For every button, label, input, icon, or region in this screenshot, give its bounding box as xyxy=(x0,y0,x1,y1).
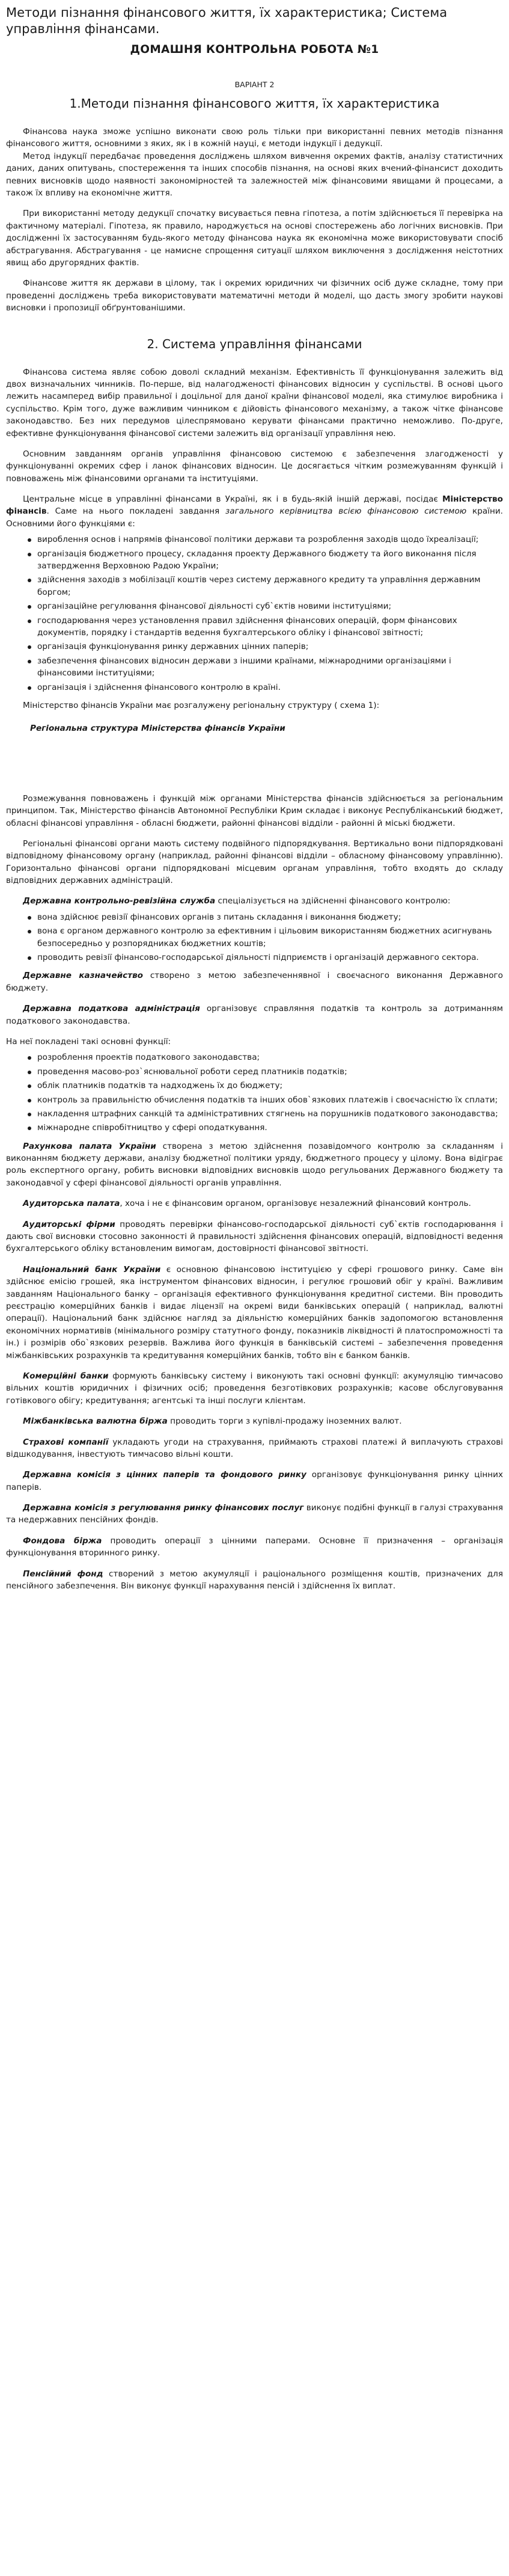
list-item: міжнародне співробітництво у сфері оподаткування. xyxy=(37,1122,503,1134)
bold-italic-term: Міжбанківська валютна біржа xyxy=(23,1416,168,1427)
list-item: проведення масово-роз`яснювальної роботи серед платників податків; xyxy=(37,1066,503,1078)
italic-phrase: загального керівництва всією фінансовою системою xyxy=(225,506,467,517)
audit-paragraph xyxy=(6,1197,503,1210)
list-item: вона є органом державного контролю за ефективним і цільовим використанням бюджетних асигнувань безпосередньо у розпорядниках бюджетних коштів; xyxy=(37,925,503,950)
text-run: спеціалізується на здійсненні фінансового контролю: xyxy=(215,896,451,906)
list-item: розроблення проектів податкового законодавства; xyxy=(37,1051,503,1063)
text-run: виконує подібні функції в галузі страхування та недержавних пенсійних фондів. xyxy=(6,1503,503,1525)
section-2-heading: 2. Система управління фінансами xyxy=(147,336,362,351)
kru-list xyxy=(6,911,503,964)
list-item: здійснення заходів з мобілізації коштів через систему державного кредиту та управління державним боргом; xyxy=(37,574,503,598)
list-item: накладення штрафних санкцій та адміністративних стягнень на порушників податкового законодавства; xyxy=(37,1108,503,1120)
s2-paragraph-3 xyxy=(6,493,503,530)
tax-intro: На неї покладені такі основні функції: xyxy=(6,1036,171,1047)
list-item: організаційне регулювання фінансової діяльності суб`єктів новими інституціями; xyxy=(37,600,503,612)
treasury-paragraph xyxy=(6,970,503,994)
bold-italic-term: Страхові компанії xyxy=(23,1437,109,1447)
text-run: проводять перевірки фінансово-господарської діяльності суб`єктів господарювання і дають свої висновки стосовно законності й правильності здійснення фінансових операцій, відповідності ведення бухгалтерського обліку встановленим вимогам, достовірності фінансової звітності. xyxy=(6,1219,504,1254)
list-item: проводить ревізії фінансово-господарської діяльності підприємств і організацій державного сектора. xyxy=(37,951,503,964)
list-item: контроль за правильністю обчислення податків та інших обов`язкових платежів і своєчасністю їх сплати; xyxy=(37,1094,503,1106)
text-run: країни. Основними його функціями є: xyxy=(6,506,503,529)
fx-paragraph xyxy=(6,1415,503,1427)
bold-italic-term: Державна контрольно-ревізійна служба xyxy=(23,896,216,906)
s2-paragraph-4: Міністерство фінансів України має розгалужену регіональну структуру ( схема 1): xyxy=(23,700,380,710)
list-item: організація і здійснення фінансового контролю в країні. xyxy=(37,681,503,693)
chamber-paragraph xyxy=(6,1140,503,1190)
s2-paragraph-2: Основним завданням органів управління фінансовою системою є забезпечення злагодженості у функціонуванні окремих сфер і ланок фінансових відносин. Це досягається чітким розмежуванням функцій і повноважень між фінансовими органами та інституціями. xyxy=(6,449,503,484)
structure-diagram-space xyxy=(6,735,503,764)
text-run: створено з метою забезпеченнявної і своєчасного виконання Державного бюджету. xyxy=(6,971,503,993)
bold-term: Міністерство фінансів xyxy=(6,494,503,517)
bold-italic-term: Фондова біржа xyxy=(23,1535,102,1546)
functions-list xyxy=(6,533,503,693)
document-title: Методи пізнання фінансового життя, їх характеристика; Система управління фінансами. xyxy=(6,5,448,37)
bold-italic-term: Аудиторська палата xyxy=(23,1199,120,1209)
list-item: вироблення основ і напрямів фінансової політики держави та розроблення заходів щодо їхреалізації; xyxy=(37,533,503,546)
text-run: формують банківську систему і виконують такі основні функції: акумуляцію тимчасово вільних коштів юридичних і фізичних осіб; проведення безготівкових розрахунків; касове обслуговування готівкового обігу; кредитування; агентські та інші послуги клієнтам. xyxy=(6,1371,503,1406)
s1-paragraph-1: Фінансова наука зможе успішно виконати свою роль тільки при використанні певних методів пізнання фінансового життя, основними з яких, як і в кожній науці, є методи індукції і дедукції. xyxy=(6,127,503,149)
bold-italic-term: Національний банк України xyxy=(23,1264,161,1274)
text-run: . Саме на нього покладені завдання xyxy=(46,506,226,517)
s2-paragraph-6: Регіональні фінансові органи мають систему подвійного підпорядкування. Вертикально вони підпорядковані відповідному фінансовому органу (наприклад, районні фінансові відділи – обласному фінансовому управлінню). Горизонтально фінансові органи підпорядковані місцевим органам управління, тобто входять до складу відповідних державних адміністрацій. xyxy=(6,838,503,886)
s2-paragraph-1: Фінансова система являє собою доволі складний механізм. Ефективність її функціонування залежить від двох визначальних чинників. По-перше, від налагодженості фінансових відносин у суспільстві. В основі цього лежить насамперед вибір правильної і доцільної для даної країни фінансової моделі, яка стимулює виробника і суспільство. Крім того, дуже важливим чинником є дійовість фінансового механізму, а також чітке фінансове законодавство. Без них передумов цілеспрямовано керувати фінансами практично неможливо. По-друге, ефективне функціонування фінансової системи залежить від організації управління нею. xyxy=(6,367,503,438)
insurance-paragraph xyxy=(6,1436,503,1461)
bold-italic-term: Рахункова палата України xyxy=(23,1141,156,1151)
document-subtitle: ДОМАШНЯ КОНТРОЛЬНА РОБОТА №1 xyxy=(130,43,379,56)
bold-italic-term: Пенсійний фонд xyxy=(23,1569,103,1579)
list-item: забезпечення фінансових відносин держави з іншими країнами, міжнародними організаціями і фінансовими інституціями; xyxy=(37,655,503,680)
list-item: вона здійснює ревізії фінансових органів з питань складання і виконання бюджету; xyxy=(37,911,503,923)
sec-paragraph xyxy=(6,1469,503,1493)
list-item: господарювання через установлення правил здійснення фінансових операцій, форм фінансових документів, порядку і стандартів ведення бухгалтерського обліку і фінансової звітності; xyxy=(37,615,503,639)
exchange-paragraph xyxy=(6,1535,503,1560)
text-run: є основною фінансовою інституцією у сфері грошового ринку. Саме він здійснює емісію грошей, яка інструментом фінансових відносин, і регулює грошовий обіг у країні. Важливим завданням Національного банку – організація ефективного функціонування кредитної системи. Він проводить реєстрацію комерційних банків і видає ліцензії на окремі види банківських операцій ( наприклад, валютні операції). Національний банк здійснює нагляд за діяльністю комерційних банків задопомогою встановлення економічних нормативів (мінімального розміру статутного фонду, показників ліквідності й платоспроможності та ін.) і розмірів обо`язкових резервів. Важлива його функція в банківській системі – забезпечення проведення міжбанківських розрахунків та кредитування комерційних банків, тобто він є банком банків. xyxy=(6,1264,503,1360)
list-item: організація функціонування ринку державних цінних паперів; xyxy=(37,641,503,653)
auditfirms-paragraph xyxy=(6,1219,503,1255)
s1-paragraph-4: Фінансове життя як держави в цілому, так і окремих юридичних чи фізичних осіб дуже складне, тому при проведенні досліджень треба використовувати математичні методи й моделі, що дасть змогу зробити наукові висновки і пропозиції обґрунтованішими. xyxy=(6,278,503,313)
kru-paragraph xyxy=(6,895,503,907)
s2-paragraph-5: Розмежування повноважень і функцій між органами Міністерства фінансів здійснюється за регіональним принципом. Так, Міністерство фінансів Автономної Республіки Крим складає і виконує Республіканський бюджет, обласні фінансові управління - обласні бюджети, районні фінансові відділи - районні й міські бюджети. xyxy=(6,793,503,828)
bold-italic-term: Аудиторські фірми xyxy=(23,1219,115,1229)
pension-paragraph xyxy=(6,1568,503,1593)
list-item: облік платників податків та надходжень їх до бюджету; xyxy=(37,1080,503,1092)
bold-italic-term: Державна комісія з цінних паперів та фондового ринку xyxy=(23,1470,306,1480)
tax-list xyxy=(6,1051,503,1134)
structure-title: Регіональна структура Міністерства фінансів України xyxy=(30,724,285,734)
bold-italic-term: Державна податкова адміністрація xyxy=(23,1004,200,1014)
s1-paragraph-2: Метод індукції передбачає проведення досліджень шляхом вивчення окремих фактів, аналізу статистичних даних, даних опитувань, спостереження та інших способів пізнання, на основі яких вчений-фінансист доходить певних висновків щодо наявності закономірностей та залежностей між фінансовими явищами й процесами, а також їх впливу на економічне життя. xyxy=(6,151,503,198)
tax-paragraph xyxy=(6,1003,503,1027)
text-run: створений з метою акумуляції і раціонального розміщення коштів, призначених для пенсійного забезпечення. Він виконує функції нарахування пенсій і здійснення їх виплат. xyxy=(6,1569,503,1591)
text-run: Центральне місце в управлінні фінансами в Україні, як і в будь-якій іншій державі, посідає xyxy=(23,494,442,505)
bold-italic-term: Державна комісія з регулювання ринку фінансових послуг xyxy=(23,1503,304,1513)
list-item: організація бюджетного процесу, складання проекту Державного бюджету та його виконання після затвердження Верховною Радою України; xyxy=(37,548,503,573)
text-run: проводить торги з купівлі-продажу іноземних валют. xyxy=(167,1416,402,1427)
bold-italic-term: Державне казначейство xyxy=(23,971,144,981)
text-run: проводить операції з цінними паперами. Основне її призначення – організація функціонування вторинного ринку. xyxy=(6,1535,503,1558)
banks-paragraph xyxy=(6,1370,503,1407)
text-run: , хоча і не є фінансовим органом, організовує незалежний фінансовий контроль. xyxy=(120,1199,471,1209)
s1-paragraph-3: При використанні методу дедукції спочатку висувається певна гіпотеза, а потім здійснюється її перевірка на фактичному матеріалі. Гіпотеза, як правило, народжується на основі спостережень або логічних висновків. При дослідженні їх застосуванням будь-якого методу фінансова наука як економічна може використовувати спосіб абстрагування. Абстрагування - це намисне спрощення ситуації шляхом виключення з дослідження неістотних явищ або другорядних фактів. xyxy=(6,209,503,268)
text-run: організовує справляння податків та контроль за дотриманням податкового законодавства. xyxy=(6,1004,503,1026)
variant-label: ВАРІАНТ 2 xyxy=(234,80,275,90)
text-run: організовує функціонування ринку цінних паперів. xyxy=(6,1470,503,1492)
regfin-paragraph xyxy=(6,1502,503,1526)
section-1-heading: 1.Методи пізнання фінансового життя, їх характеристика xyxy=(69,96,440,111)
text-run: укладають угоди на страхування, приймають страхові платежі й виплачують страхові відшкодування, інвестують тимчасово вільні кошти. xyxy=(6,1437,503,1459)
text-run: створена з метою здійснення позавідомчого контролю за складанням і виконанням бюджету держави, аналізу бюджетної політики уряду, бюджетного процесу у цілому. Вона відіграє роль експертного органу, робить висновки відповідних висновків щодо регульованих Державного бюджету та законодавчої у сфері фінансової діяльності органів управління. xyxy=(6,1141,503,1188)
bold-italic-term: Комерційні банки xyxy=(23,1371,109,1381)
nbu-paragraph xyxy=(6,1264,503,1362)
